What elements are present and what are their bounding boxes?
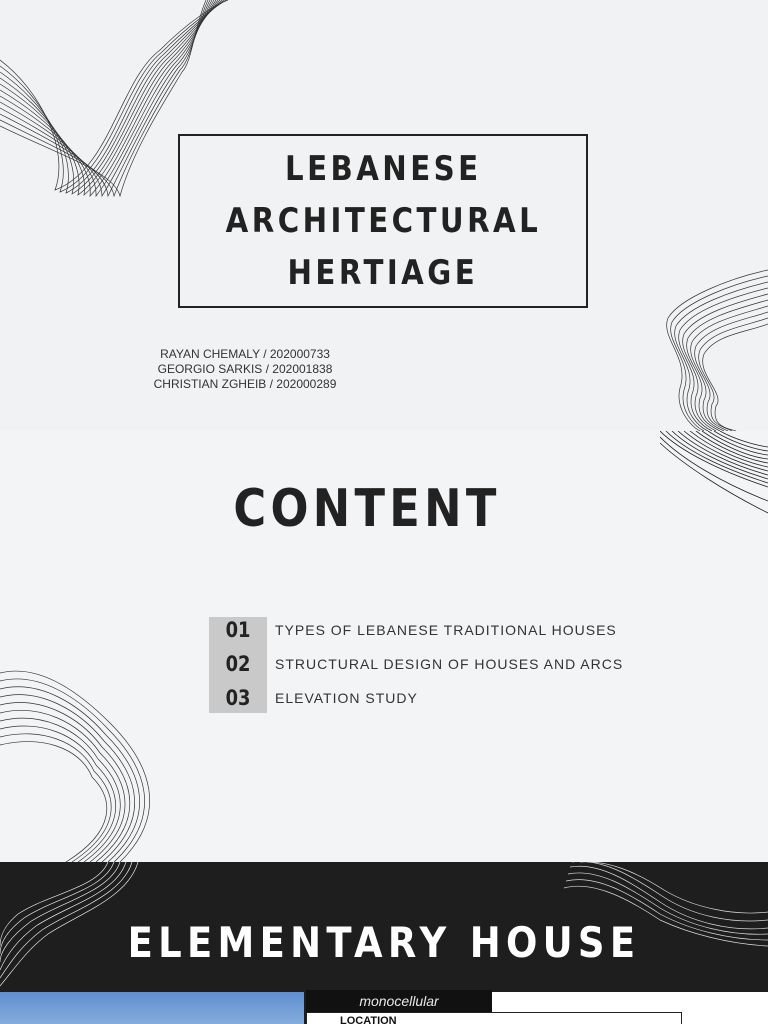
slide-title: ELEMENTARY HOUSE — [127, 918, 641, 967]
author-line: CHRISTIAN ZGHEIB / 202000289 — [153, 377, 337, 391]
toc-number: 03 — [225, 686, 251, 710]
wave-decoration-icon — [0, 663, 170, 862]
toc-label: ELEVATION STUDY — [275, 690, 418, 706]
toc-item[interactable] — [209, 647, 623, 681]
title-line: LEBANESE — [284, 149, 482, 189]
title-line: ARCHITECTURAL — [225, 201, 541, 241]
toc-label: TYPES OF LEBANESE TRADITIONAL HOUSES — [275, 622, 617, 638]
cover-slide — [0, 0, 768, 431]
toc-label: STRUCTURAL DESIGN OF HOUSES AND ARCS — [275, 656, 624, 672]
contents-title: CONTENT — [233, 479, 501, 539]
toc-item[interactable] — [209, 613, 617, 647]
toc-number: 01 — [225, 618, 251, 642]
author-line: RAYAN CHEMALY / 202000733 — [160, 347, 330, 361]
contents-slide — [0, 431, 768, 862]
table-header-location: LOCATION — [340, 1015, 397, 1024]
title-box — [178, 134, 588, 308]
house-type-tag: monocellular — [306, 990, 492, 1012]
title-line: HERTIAGE — [287, 253, 479, 293]
toc-item[interactable] — [209, 681, 418, 715]
elementary-house-slide — [0, 862, 768, 1024]
author-line: GEORGIO SARKIS / 202001838 — [157, 362, 333, 376]
house-photo — [0, 992, 304, 1024]
toc-number: 02 — [225, 652, 251, 676]
wave-decoration-icon — [660, 268, 768, 431]
author-list — [140, 347, 350, 392]
